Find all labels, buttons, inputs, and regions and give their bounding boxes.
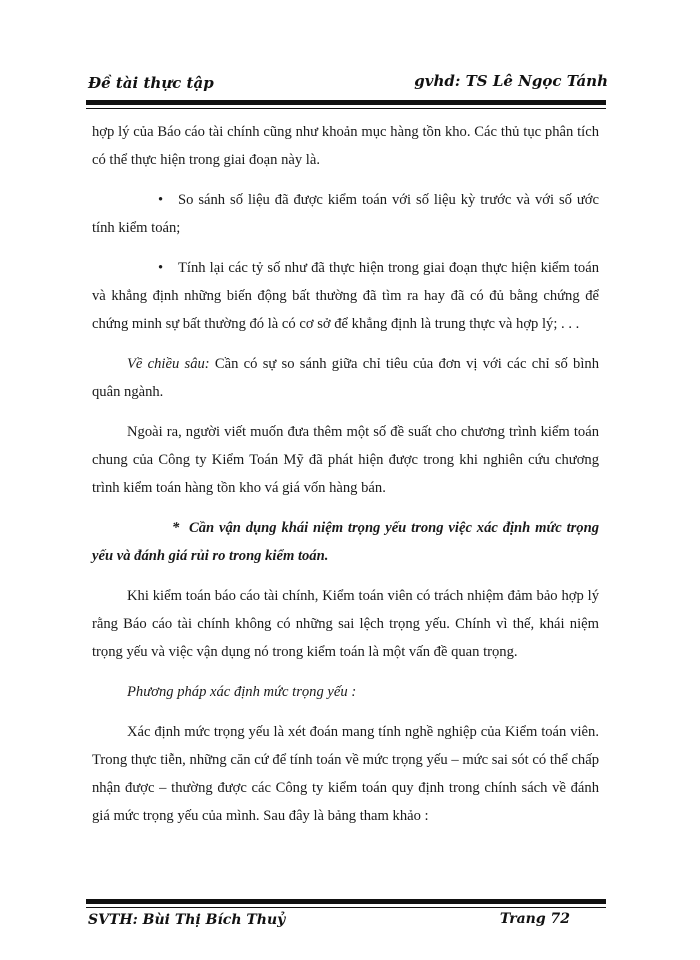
bullet-text-1: So sánh số liệu đã được kiểm toán với số liệu kỳ trước và với số ước tính kiểm toán; [92, 192, 599, 236]
bullet-item-2 [92, 254, 599, 338]
subheading-method: Phương pháp xác định mức trọng yếu : [127, 684, 357, 700]
header-rule-thick [86, 100, 606, 105]
heading-text: Cần vận dụng khái niệm trọng yếu trong việc xác định mức trọng yếu và đánh giá rủi ro trong kiểm toán. [92, 520, 600, 564]
heading-star: * [172, 520, 180, 536]
depth-label: Về chiều sâu: [127, 356, 210, 372]
header-title: Đề tài thực tập [88, 74, 214, 92]
paragraph-intro: hợp lý của Báo cáo tài chính cũng như khoản mục hàng tồn kho. Các thủ tục phân tích có thể thực hiện trong giai đoạn này là. [92, 124, 599, 168]
paragraph-depth [92, 350, 599, 406]
depth-text: Cần có sự so sánh giữa chỉ tiêu của đơn vị với các chỉ số bình quân ngành. [92, 356, 599, 400]
paragraph-materiality: Khi kiểm toán báo cáo tài chính, Kiểm toán viên có trách nhiệm đảm bảo hợp lý rằng Báo cáo tài chính không có những sai lệch trọng yếu. Chính vì thế, khái niệm trọng yếu và việc vận dụng nó trong kiểm toán là một vấn đề quan trọng. [92, 588, 599, 660]
footer-student: SVTH: Bùi Thị Bích Thuỷ [88, 912, 286, 928]
header-rule-thin [86, 108, 606, 109]
footer-rule-thin [86, 907, 606, 908]
section-heading [92, 514, 599, 570]
page-number: Trang 72 [499, 911, 570, 927]
footer-rule-thick [86, 899, 606, 904]
bullet-text-2: Tính lại các tỷ số như đã thực hiện trong giai đoạn thực hiện kiểm toán và khẳng định những biến động bất thường đã tìm ra hay đã có đủ bằng chứng để chứng minh sự bất thường đó là có cơ sở để khẳng định là trung thực và hợp lý; . . . [92, 260, 599, 332]
bullet-icon: • [158, 192, 164, 208]
header-advisor: gvhd: TS Lê Ngọc Tánh [414, 72, 608, 90]
bullet-item-1 [92, 186, 599, 242]
bullet-icon: • [158, 260, 164, 276]
paragraph-proposal: Ngoài ra, người viết muốn đưa thêm một số đề suất cho chương trình kiểm toán chung của Công ty Kiểm Toán Mỹ đã phát hiện được trong khi nghiên cứu chương trình kiểm toán hàng tồn kho vá giá vốn hàng bán. [92, 424, 599, 496]
paragraph-method: Xác định mức trọng yếu là xét đoán mang tính nghề nghiệp của Kiểm toán viên. Trong thực tiễn, những căn cứ để tính toán về mức trọng yếu – mức sai sót có thể chấp nhận được – thường được các Công ty kiểm toán quy định trong chính sách về đánh giá mức trọng yếu của mình. Sau đây là bảng tham khảo : [92, 724, 599, 824]
page-body [92, 118, 599, 842]
